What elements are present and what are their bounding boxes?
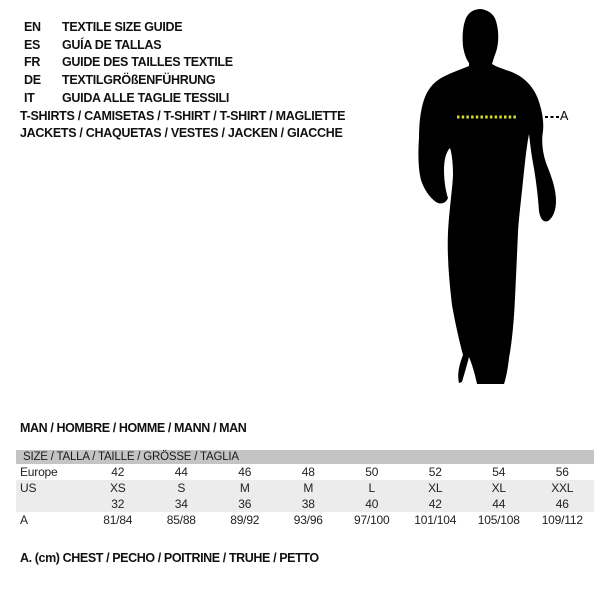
- table-cell: 81/84: [103, 513, 133, 527]
- row-label: Europe: [20, 465, 58, 479]
- table-cell: 42: [428, 497, 442, 511]
- table-cell: 46: [555, 497, 569, 511]
- table-row-chest-a: [16, 512, 594, 528]
- section-heading: MAN / HOMBRE / HOMME / MANN / MAN: [20, 421, 247, 435]
- row-label: [16, 496, 86, 512]
- table-cell: 46: [238, 465, 252, 479]
- language-code: ES: [24, 37, 41, 52]
- language-code: IT: [24, 90, 35, 105]
- table-cell: XL: [428, 481, 443, 495]
- language-label: GUIDE DES TAILLES TEXTILE: [62, 55, 233, 70]
- row-label: A: [20, 513, 28, 527]
- language-code: DE: [24, 73, 41, 88]
- table-cell: 85/88: [166, 513, 196, 527]
- table-cell: 44: [174, 465, 188, 479]
- category-line-jackets: JACKETS / CHAQUETAS / VESTES / JACKEN / GIACCHE: [20, 126, 343, 140]
- row-label: US: [20, 481, 37, 495]
- table-cell: 56: [555, 465, 569, 479]
- language-code: FR: [24, 55, 41, 70]
- language-code: EN: [24, 20, 41, 34]
- table-cell: 48: [301, 465, 315, 479]
- table-cell: 44: [492, 497, 506, 511]
- measure-label-a: A: [560, 109, 569, 123]
- table-cell: 105/108: [477, 513, 520, 527]
- table-cell: 93/96: [293, 513, 323, 527]
- table-cell: 52: [428, 465, 442, 479]
- table-cell: XXL: [551, 481, 574, 495]
- language-label: GUÍA DE TALLAS: [62, 37, 162, 52]
- table-cell: 38: [301, 497, 315, 511]
- table-cell: M: [239, 481, 250, 495]
- man-silhouette: [418, 9, 556, 384]
- table-cell: 40: [365, 497, 379, 511]
- category-line-tshirts: T-SHIRTS / CAMISETAS / T-SHIRT / T-SHIRT / MAGLIETTE: [20, 109, 346, 123]
- table-cell: XL: [491, 481, 506, 495]
- table-cell: 34: [174, 497, 188, 511]
- language-label: TEXTILE SIZE GUIDE: [62, 20, 183, 34]
- table-cell: 109/112: [541, 513, 583, 527]
- table-cell: M: [303, 481, 314, 495]
- table-cell: 42: [111, 465, 125, 479]
- table-cell: XS: [109, 481, 126, 495]
- table-row-us: [16, 480, 594, 496]
- size-table: [16, 450, 594, 528]
- table-cell: 50: [365, 465, 379, 479]
- table-cell: 89/92: [230, 513, 260, 527]
- measure-footnote: A. (cm) CHEST / PECHO / POITRINE / TRUHE / PETTO: [20, 551, 319, 565]
- table-row-europe: [16, 464, 594, 480]
- table-cell: 36: [238, 497, 252, 511]
- table-cell: 101/104: [414, 513, 457, 527]
- table-cell: L: [368, 481, 375, 495]
- language-label: TEXTILGRÖßENFÜHRUNG: [62, 73, 216, 88]
- table-cell: 54: [492, 465, 506, 479]
- language-label: GUIDA ALLE TAGLIE TESSILI: [62, 90, 230, 105]
- table-row-numeric: [16, 496, 594, 512]
- table-cell: 32: [111, 497, 125, 511]
- table-cell: S: [177, 481, 186, 495]
- size-table-header: SIZE / TALLA / TAILLE / GRÖSSE / TAGLIA: [16, 450, 594, 464]
- table-cell: 97/100: [353, 513, 390, 527]
